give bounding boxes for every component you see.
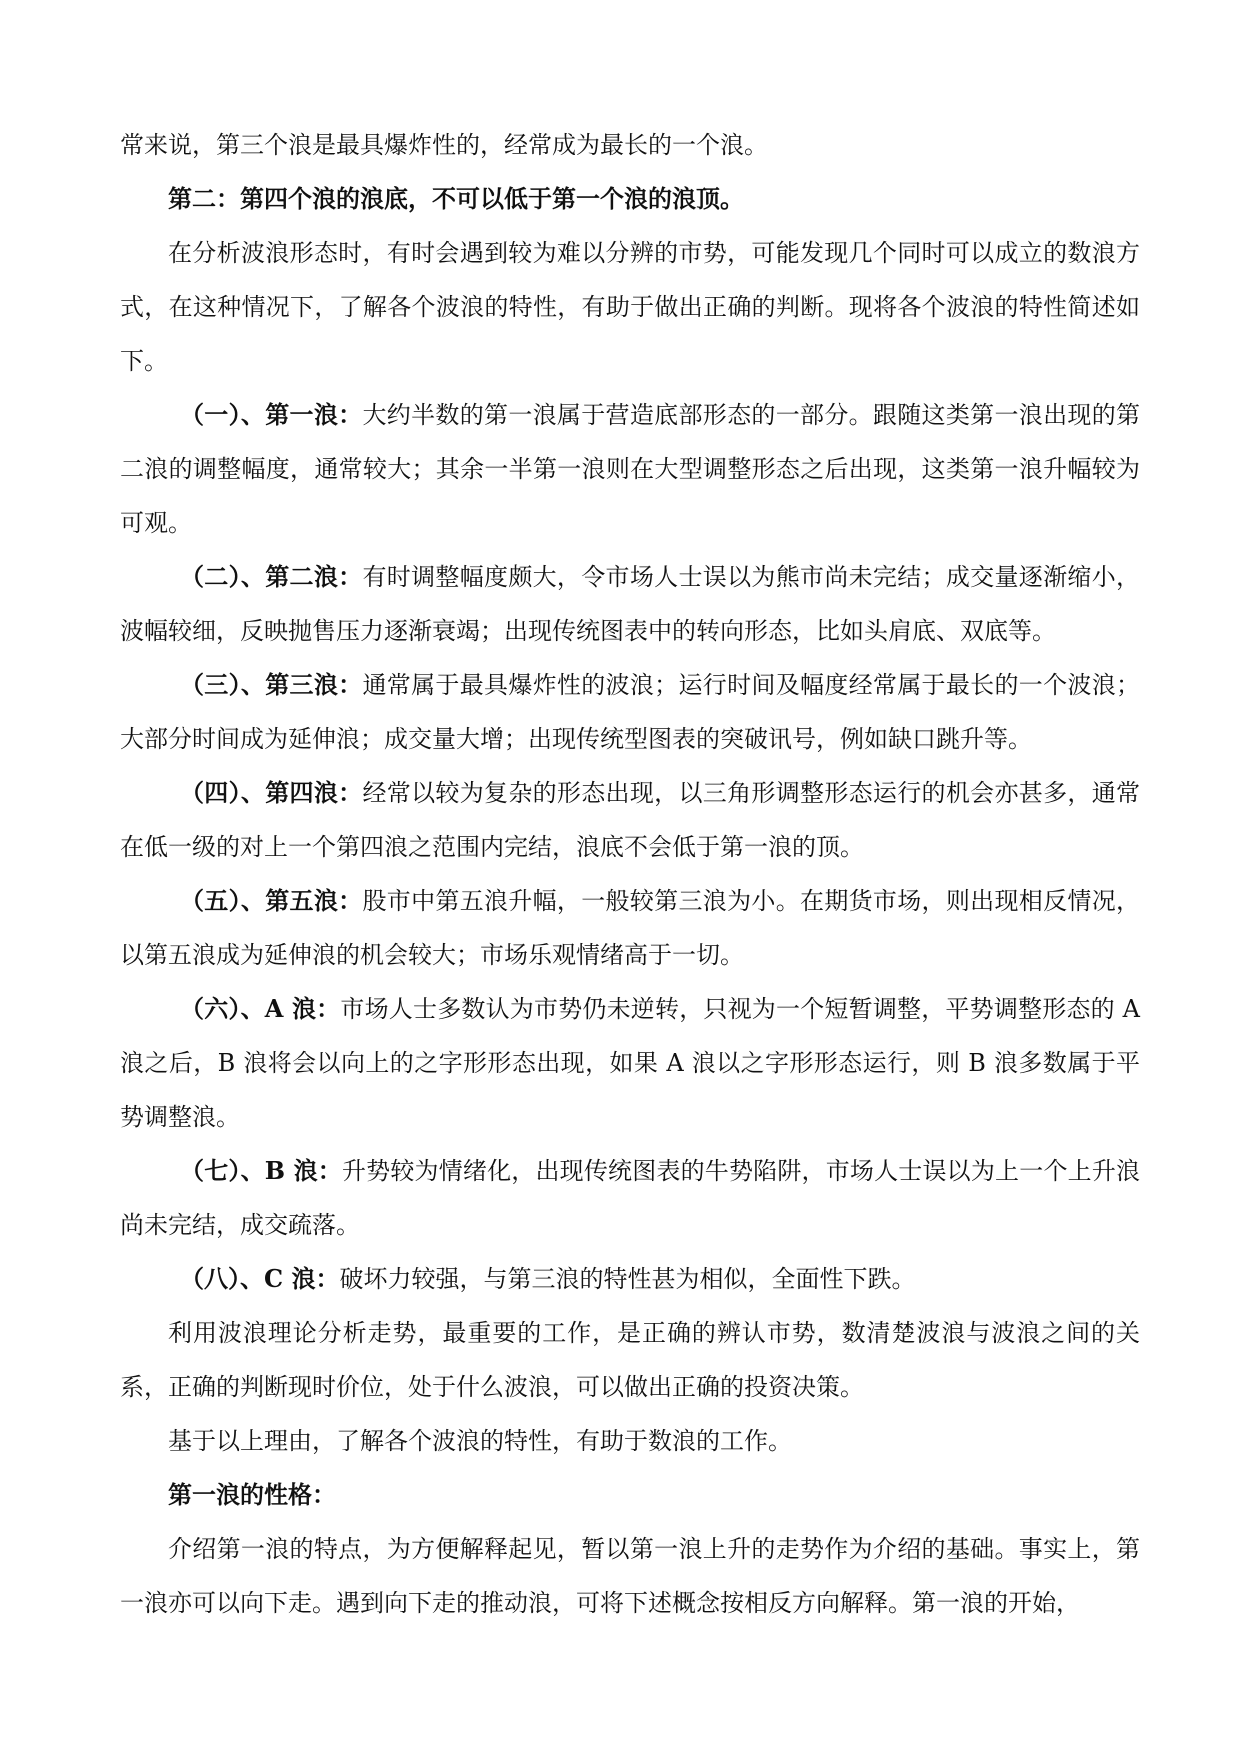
- wave-a-label: （六）、A 浪：: [180, 994, 341, 1023]
- paragraph-continuation: 常来说，第三个浪是最具爆炸性的，经常成为最长的一个浪。: [120, 131, 768, 159]
- analysis-paragraph: 利用波浪理论分析走势，最重要的工作，是正确的辨认市势，数清楚波浪与波浪之间的关系，正确的判断现时价位，处于什么波浪，可以做出正确的投资决策。: [120, 1319, 1140, 1401]
- wave-five-paragraph: [120, 874, 1140, 982]
- wave-b-label: （七）、B 浪：: [180, 1156, 342, 1185]
- wave-b-text: 升势较为情绪化，出现传统图表的牛势陷阱，市场人士误以为上一个上升浪尚未完结，成交疏落。: [120, 1157, 1141, 1239]
- summary-paragraph: 基于以上理由，了解各个波浪的特性，有助于数浪的工作。: [168, 1427, 792, 1455]
- wave-three-label: （三）、第三浪：: [180, 670, 363, 699]
- wave-a-text: 市场人士多数认为市势仍未逆转，只视为一个短暂调整，平势调整形态的 A 浪之后，B 浪将会以向上的之字形形态出现，如果 A 浪以之字形形态运行，则 B 浪多数属于平势调整浪。: [120, 995, 1140, 1131]
- wave-four-paragraph: [120, 766, 1140, 874]
- wave-four-label: （四）、第四浪：: [180, 778, 363, 807]
- wave-a-paragraph: [120, 982, 1140, 1144]
- rule-two-heading: 第二：第四个浪的浪底，不可以低于第一个浪的浪顶。: [168, 184, 744, 213]
- wave-b-paragraph: [120, 1144, 1140, 1252]
- intro-paragraph: 在分析波浪形态时，有时会遇到较为难以分辨的市势，可能发现几个同时可以成立的数浪方式，在这种情况下，了解各个波浪的特性，有助于做出正确的判断。现将各个波浪的特性简述如下。: [120, 239, 1140, 375]
- wave-three-text: 通常属于最具爆炸性的波浪；运行时间及幅度经常属于最长的一个波浪；大部分时间成为延伸浪；成交量大增；出现传统型图表的突破讯号，例如缺口跳升等。: [120, 671, 1141, 753]
- wave-three-paragraph: [120, 658, 1140, 766]
- wave-five-text: 股市中第五浪升幅，一般较第三浪为小。在期货市场，则出现相反情况，以第五浪成为延伸浪的机会较大；市场乐观情绪高于一切。: [120, 887, 1141, 969]
- document-page: [120, 118, 1140, 1630]
- wave-two-paragraph: [120, 550, 1140, 658]
- wave-c-text: 破坏力较强，与第三浪的特性甚为相似，全面性下跌。: [339, 1265, 916, 1293]
- wave-c-paragraph: [120, 1252, 1140, 1306]
- wave-five-label: （五）、第五浪：: [180, 886, 363, 915]
- wave-one-character-paragraph: 介绍第一浪的特点，为方便解释起见，暂以第一浪上升的走势作为介绍的基础。事实上，第一浪亦可以向下走。遇到向下走的推动浪，可将下述概念按相反方向解释。第一浪的开始，: [120, 1535, 1140, 1617]
- wave-one-text: 大约半数的第一浪属于营造底部形态的一部分。跟随这类第一浪出现的第二浪的调整幅度，通常较大；其余一半第一浪则在大型调整形态之后出现，这类第一浪升幅较为可观。: [120, 401, 1141, 537]
- wave-one-paragraph: [120, 388, 1140, 550]
- wave-c-label: （八）、C 浪：: [180, 1264, 340, 1293]
- wave-four-text: 经常以较为复杂的形态出现，以三角形调整形态运行的机会亦甚多，通常在低一级的对上一个第四浪之范围内完结，浪底不会低于第一浪的顶。: [120, 779, 1141, 861]
- wave-one-character-heading: 第一浪的性格：: [168, 1480, 336, 1509]
- wave-two-label: （二）、第二浪：: [180, 562, 363, 591]
- wave-two-text: 有时调整幅度颇大，令市场人士误以为熊市尚未完结；成交量逐渐缩小，波幅较细，反映抛售压力逐渐衰竭；出现传统图表中的转向形态，比如头肩底、双底等。: [120, 563, 1141, 645]
- wave-one-label: （一）、第一浪：: [180, 400, 363, 429]
